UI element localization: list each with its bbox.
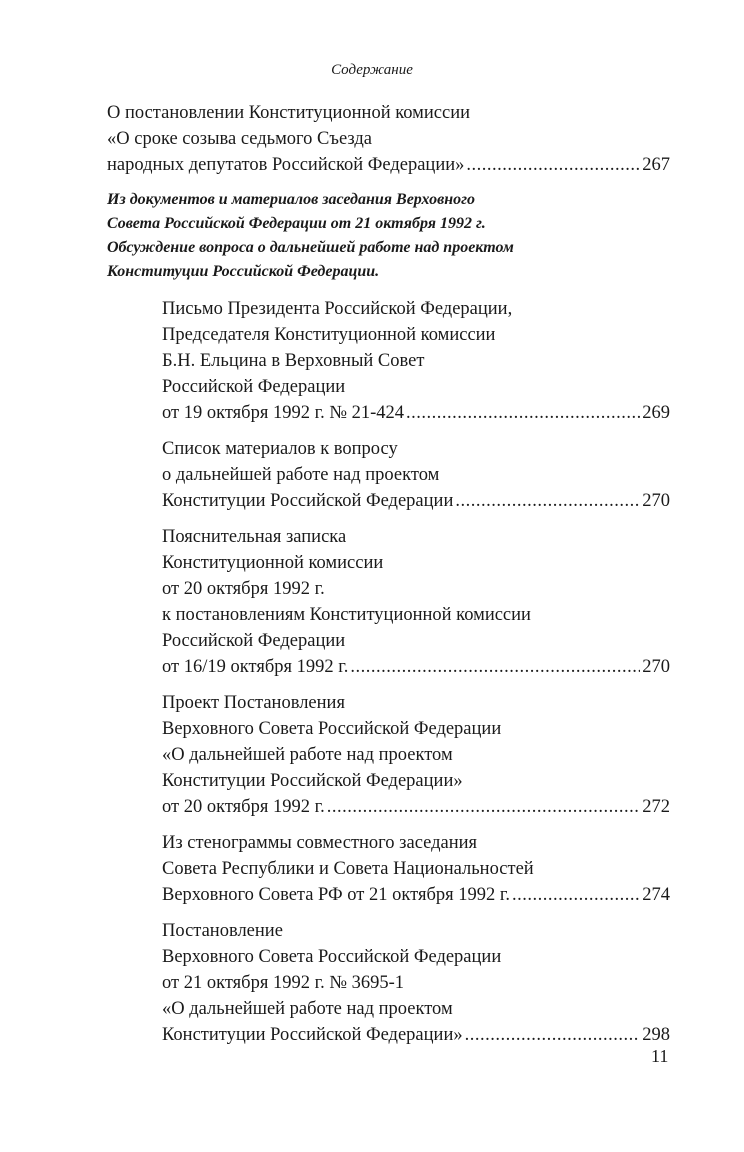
toc-entry-last-line	[162, 400, 670, 426]
toc-entry-line: к постановлениям Конституционной комиссии	[162, 605, 531, 625]
toc-entry	[162, 296, 670, 426]
dot-leader	[350, 654, 640, 680]
toc-entry-line: Верховного Совета Российской Федерации	[162, 947, 502, 967]
toc-entry-line: «О дальнейшей работе над проектом	[162, 999, 453, 1019]
toc-entry-last-line	[162, 1022, 670, 1048]
page-number: 270	[642, 657, 670, 677]
page-number: 270	[642, 491, 670, 511]
toc-entry-line: Список материалов к вопросу	[162, 439, 398, 459]
toc-entry-line: от 21 октября 1992 г. № 3695-1	[162, 973, 405, 993]
page-number: 267	[642, 155, 670, 175]
section-heading-line: Обсуждение вопроса о дальнейшей работе над проектом	[107, 239, 514, 256]
toc-entry-line: Российской Федерации	[162, 631, 346, 651]
toc-entry-line: народных депутатов Российской Федерации»	[107, 155, 465, 175]
section-heading-line: Совета Российской Федерации от 21 октября 1992 г.	[107, 215, 486, 232]
toc-entry	[162, 524, 670, 680]
toc-entry-line: от 20 октября 1992 г.	[162, 579, 325, 599]
toc-entry-line: Б.Н. Ельцина в Верховный Совет	[162, 351, 425, 371]
toc-entry	[162, 830, 670, 908]
dot-leader	[465, 1022, 641, 1048]
toc-entry-line: Конституции Российской Федерации»	[162, 771, 463, 791]
toc-entry	[162, 690, 670, 820]
toc-entry-line: Конституции Российской Федерации»	[162, 1025, 463, 1045]
dot-leader	[327, 794, 641, 820]
toc-entry-line: «О дальнейшей работе над проектом	[162, 745, 453, 765]
toc-entry-last-line	[162, 654, 670, 680]
toc-entry-line: Письмо Президента Российской Федерации,	[162, 299, 513, 319]
toc-entry-line: Верховного Совета РФ от 21 октября 1992 г.	[162, 885, 511, 905]
toc-entry-line: Конституции Российской Федерации	[162, 491, 454, 511]
toc-entry-line: о дальнейшей работе над проектом	[162, 465, 440, 485]
toc-entry	[162, 436, 670, 514]
dot-leader	[512, 882, 640, 908]
toc-entry-line: Конституционной комиссии	[162, 553, 384, 573]
toc-entry-last-line	[162, 794, 670, 820]
toc-entry-line: Из стенограммы совместного заседания	[162, 833, 478, 853]
section-heading-line: Из документов и материалов заседания Верховного	[107, 191, 476, 208]
page-number: 274	[642, 885, 670, 905]
toc-entry-line: Верховного Совета Российской Федерации	[162, 719, 502, 739]
folio-page-number: 11	[651, 1046, 669, 1066]
table-of-contents	[107, 100, 670, 1058]
dot-leader	[466, 152, 640, 178]
toc-entry-line: Пояснительная записка	[162, 527, 347, 547]
toc-entry-line: О постановлении Конституционной комиссии	[107, 103, 470, 123]
toc-entry-line: Проект Постановления	[162, 693, 345, 713]
toc-entry-line: от 20 октября 1992 г.	[162, 797, 325, 817]
toc-entry-line: Постановление	[162, 921, 283, 941]
toc-entry-line: от 19 октября 1992 г. № 21-424	[162, 403, 405, 423]
toc-entry-last-line	[107, 152, 670, 178]
running-head: Содержание	[331, 62, 413, 78]
section-heading-line: Конституции Российской Федерации.	[107, 263, 380, 280]
toc-entry	[162, 918, 670, 1048]
section-heading	[107, 188, 670, 284]
page-number: 298	[642, 1025, 670, 1045]
toc-entry-last-line	[162, 882, 670, 908]
toc-entry-last-line	[162, 488, 670, 514]
dot-leader	[406, 400, 640, 426]
toc-entry-line: Председателя Конституционной комиссии	[162, 325, 496, 345]
toc-entry-line: «О сроке созыва седьмого Съезда	[107, 129, 372, 149]
toc-entry-line: Российской Федерации	[162, 377, 346, 397]
page-number: 272	[642, 797, 670, 817]
toc-entry-line: от 16/19 октября 1992 г.	[162, 657, 349, 677]
page-number: 269	[642, 403, 670, 423]
toc-entry-line: Совета Республики и Совета Национальностей	[162, 859, 534, 879]
dot-leader	[455, 488, 640, 514]
toc-entry	[107, 100, 670, 178]
